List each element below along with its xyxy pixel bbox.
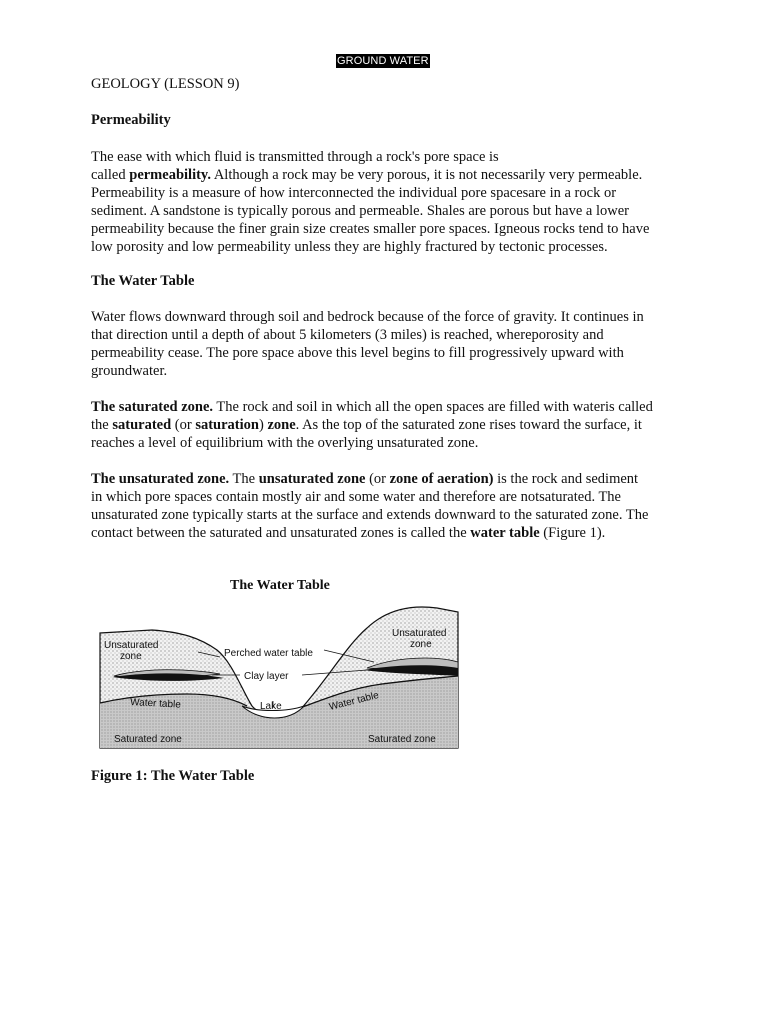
lesson-title: GEOLOGY (LESSON 9) <box>91 76 240 92</box>
label-lake: Lake <box>260 701 282 712</box>
text-line <box>91 398 681 416</box>
text-line: that direction until a depth of about 5 kilometers (3 miles) is reached, whereporosity and <box>91 327 604 343</box>
text-line <box>91 470 681 488</box>
bold-term: saturated <box>112 417 172 433</box>
label-water-table-left: Water table <box>129 697 182 711</box>
text-line: permeability because the finer grain size creates smaller pore spaces. Igneous rocks tend to have <box>91 221 650 237</box>
heading-water-table: The Water Table <box>91 273 195 289</box>
water-table-diagram <box>92 570 462 755</box>
label-unsaturated-right-2: zone <box>410 639 432 650</box>
label-unsaturated-right-1: Unsaturated <box>392 628 447 639</box>
heading-permeability: Permeability <box>91 112 171 128</box>
figure-caption <box>91 767 254 785</box>
text-span: contact between the saturated and unsaturated zones is called the <box>91 525 471 541</box>
water-table-figure <box>92 570 462 755</box>
bold-term: unsaturated zone <box>258 471 366 487</box>
bold-term: zone <box>267 417 296 433</box>
text-line: in which pore spaces contain mostly air and some water and therefore are notsaturated. The <box>91 489 621 505</box>
paragraph-saturated-zone <box>91 398 681 452</box>
text-line: Permeability is a measure of how interconnected the individual pore spacesare in a rock or <box>91 185 617 201</box>
text-line <box>91 166 681 184</box>
bold-term: The unsaturated zone. <box>91 471 230 487</box>
text-line <box>91 524 681 542</box>
paragraph-water-table <box>91 308 681 380</box>
label-clay-layer: Clay layer <box>244 671 289 682</box>
text-line: permeability cease. The pore space above this level begins to fill progressively upward with <box>91 345 624 361</box>
paragraph-unsaturated-zone <box>91 470 681 542</box>
text-span: Although a rock may be very porous, it is not necessarily very permeable. <box>211 167 643 183</box>
caption-text: : The Water Table <box>142 768 255 784</box>
label-unsaturated-left-2: zone <box>120 651 142 662</box>
text-span: The rock and soil in which all the open spaces are filled with wateris called <box>213 399 653 415</box>
bold-term: saturation <box>195 417 259 433</box>
text-line: sediment. A sandstone is typically porous and permeable. Shales are porous but have a lower <box>91 203 629 219</box>
text-line: groundwater. <box>91 363 168 379</box>
text-line: Water flows downward through soil and bedrock because of the force of gravity. It continues in <box>91 309 644 325</box>
label-saturated-right: Saturated zone <box>368 734 436 745</box>
paragraph-permeability <box>91 148 681 256</box>
text-span: is the rock and sediment <box>493 471 639 487</box>
bold-term: permeability. <box>129 167 212 183</box>
bold-term: The saturated zone. <box>91 399 214 415</box>
text-line: unsaturated zone typically starts at the surface and extends downward to the saturated zone. The <box>91 507 649 523</box>
header-label: GROUND WATER <box>337 55 429 67</box>
bold-term: zone of aeration) <box>389 471 494 487</box>
text-span: ) <box>258 417 268 433</box>
text-span: called <box>91 167 130 183</box>
text-line: low porosity and low permeability unless they are highly fractured by tectonic processes. <box>91 239 608 255</box>
label-water-table-right: Water table <box>328 689 380 713</box>
text-span: the <box>91 417 113 433</box>
label-saturated-left: Saturated zone <box>114 734 182 745</box>
text-span: (Figure 1). <box>539 525 606 541</box>
text-span: . As the top of the saturated zone rises toward the surface, it <box>295 417 642 433</box>
text-span: The <box>229 471 259 487</box>
label-perched-water-table: Perched water table <box>224 648 313 659</box>
bold-term: water table <box>470 525 540 541</box>
caption-label: Figure 1 <box>91 768 143 784</box>
figure-title: The Water Table <box>230 578 330 593</box>
text-line <box>91 416 681 434</box>
text-span: (or <box>171 417 196 433</box>
text-line: reaches a level of equilibrium with the overlying unsaturated zone. <box>91 435 479 451</box>
text-line: The ease with which fluid is transmitted through a rock's pore space is <box>91 149 499 165</box>
label-unsaturated-left-1: Unsaturated <box>104 640 159 651</box>
text-span: (or <box>365 471 390 487</box>
